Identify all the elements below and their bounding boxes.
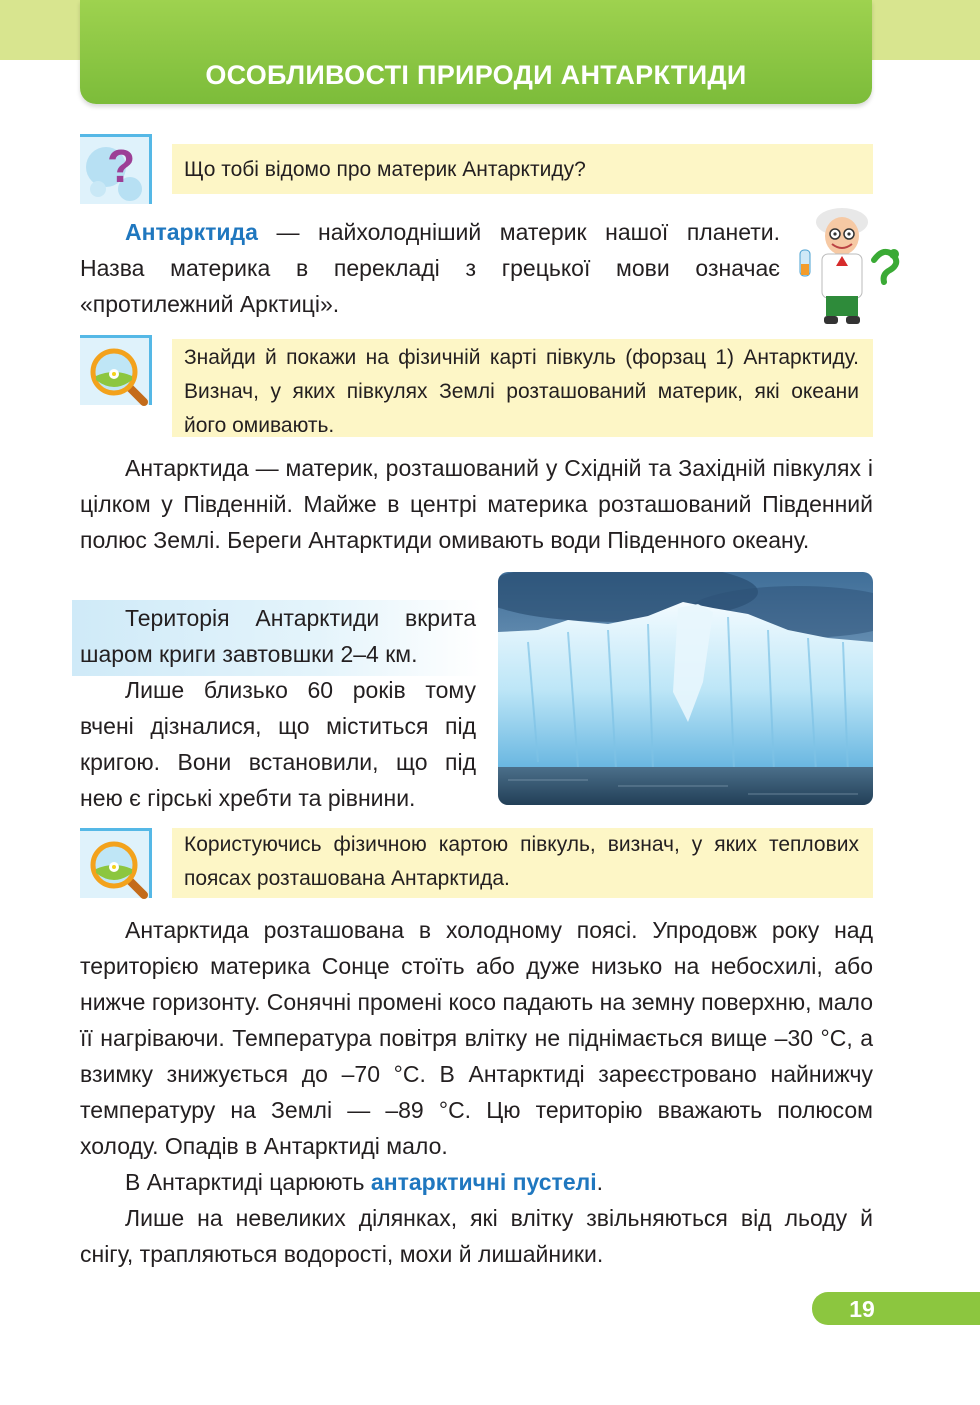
paragraph-deserts xyxy=(80,1164,873,1200)
header-bar xyxy=(80,0,872,104)
paragraph-climate: Антарктида розташована в холодному поясі. Упродовж року над територією материка Сонце стоїть або дуже низько на небосхилі, або нижче горизонту. Сонячні промені косо падають на земну поверхню, мало її нагріваючи. Температура повітря влітку не піднімається вище –30 °C, а взимку знижується до –70 °C. В Антарктиді зареєстровано найнижчу температуру на Землі — –89 °C. Цю територію вважають полюсом холоду. Опадів в Антарктиді мало. xyxy=(80,917,873,1159)
paragraph-under-ice: Лише близько 60 років тому вчені дізналися, що міститься під кригою. Вони встановили, що під нею є гірські хребти та рівнини. xyxy=(80,677,476,811)
question-icon xyxy=(80,134,152,204)
term-antarctica: Антарктида xyxy=(125,219,258,245)
desert-prefix: В Антарктиді царюють xyxy=(125,1169,371,1195)
magnifier-icon-2 xyxy=(80,828,152,898)
dotted-line-right xyxy=(876,70,980,76)
paragraph-location: Антарктида — материк, розташований у Східній та Західній півкулях і цілком у Південній. Майже в центрі материка розташований Південний полюс Землі. Береги Антарктиди омивають води Південного океану. xyxy=(80,455,873,553)
dotted-line-left xyxy=(0,70,80,76)
intro-text: — найхолодніший материк нашої планети. Назва материка в перекладі з грецької мови означає «протилежний Арктиці». xyxy=(80,219,780,317)
page-title: ОСОБЛИВОСТІ ПРИРОДИ АНТАРКТИДИ xyxy=(205,60,747,90)
intro-paragraph xyxy=(80,214,780,322)
page-number: 19 xyxy=(849,1296,875,1322)
task-box-find-on-map: Знайди й покажи на фізичній карті півкуль (форзац 1) Антарктиду. Визнач, у яких півкулях Землі розташований материк, які океани його омивають. xyxy=(172,339,873,437)
paragraph-ice-thickness: Територія Антарктиди вкрита шаром криги завтовшки 2–4 км. xyxy=(80,605,476,667)
term-antarctic-deserts: антарктичні пустелі xyxy=(370,1169,597,1195)
svg-text:?: ? xyxy=(107,140,136,192)
scientist-illustration xyxy=(796,196,908,330)
page-number-tab xyxy=(812,1292,980,1325)
glacier-photo xyxy=(498,572,873,805)
task-box-heat-zones: Користуючись фізичною картою півкуль, визнач, у яких теплових поясах розташована Антарктида. xyxy=(172,828,873,898)
question-box: Що тобі відомо про материк Антарктиду? xyxy=(172,144,873,194)
paragraph-plants: Лише на невеликих ділянках, які влітку звільняються від льоду й снігу, трапляються водорості, мохи й лишайники. xyxy=(80,1205,873,1267)
magnifier-icon xyxy=(80,335,152,405)
desert-suffix: . xyxy=(596,1169,603,1195)
